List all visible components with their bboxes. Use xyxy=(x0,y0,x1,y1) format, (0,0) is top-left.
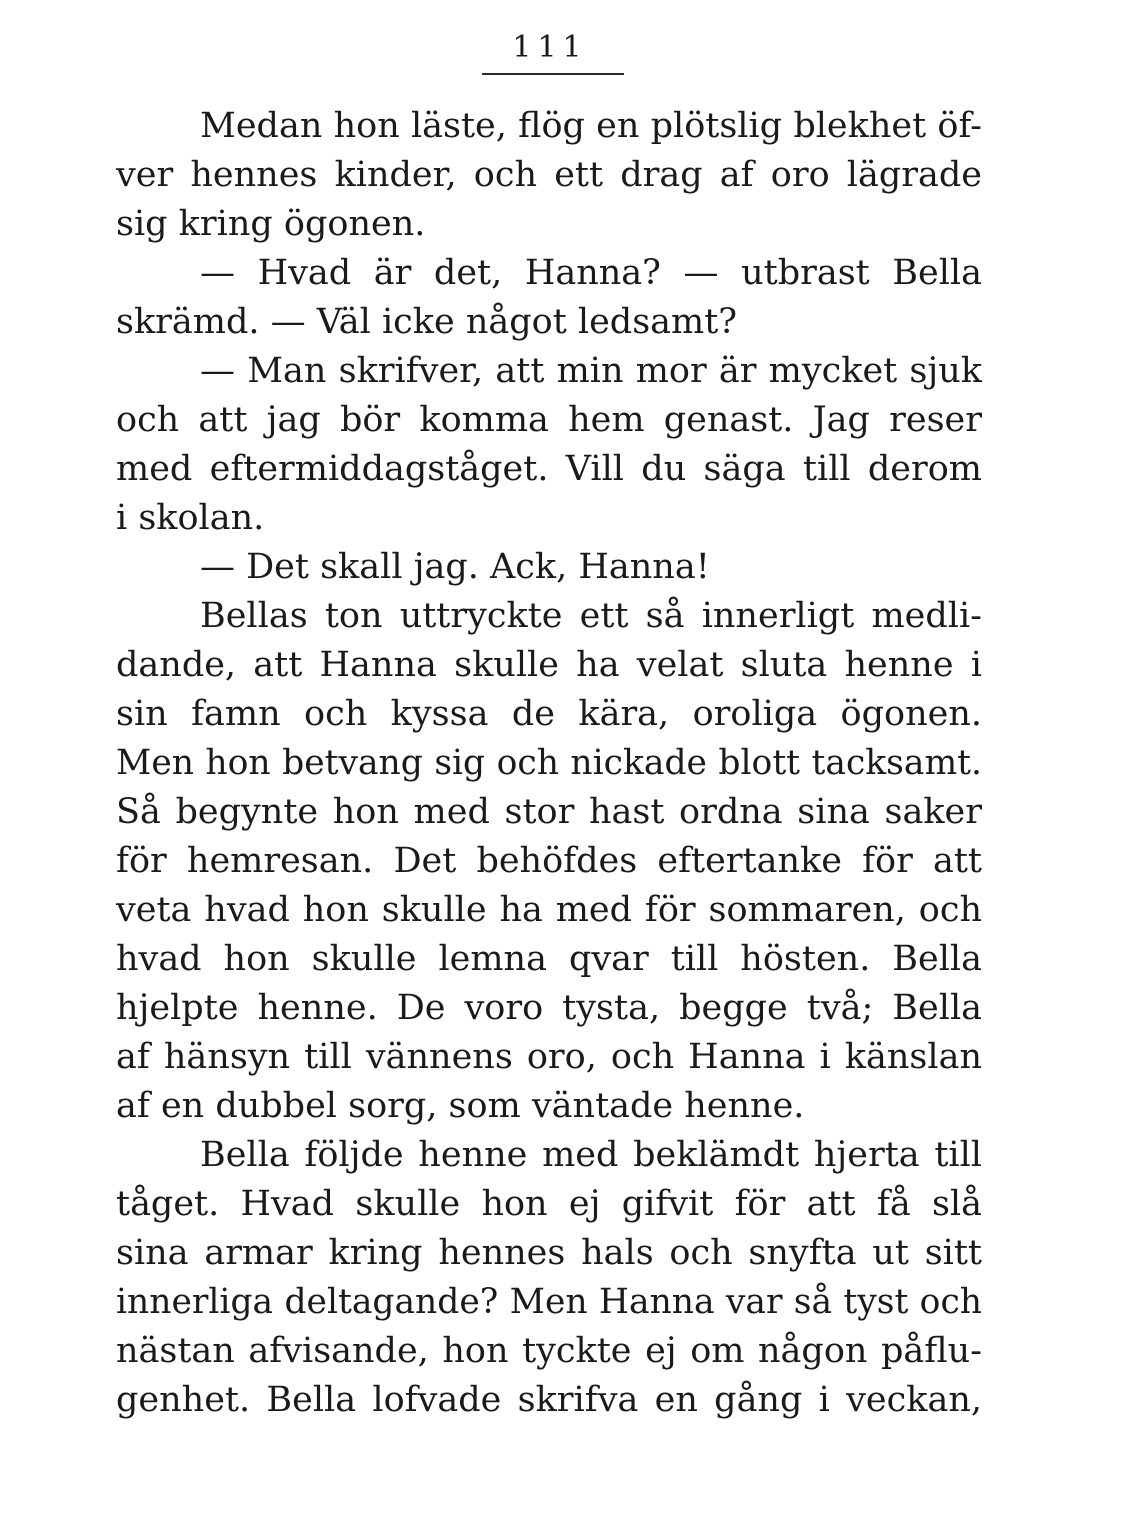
text-line: veta hvad hon skulle ha med för sommaren, och xyxy=(116,890,982,930)
text-line: i skolan. xyxy=(116,498,265,538)
text-line: sin famn och kyssa de kära, oroliga ögonen. xyxy=(116,694,982,734)
page-number: 111 xyxy=(512,30,588,65)
text-line: af en dubbel sorg, som väntade henne. xyxy=(116,1086,805,1126)
text-line: innerliga deltagande? Men Hanna var så tyst och xyxy=(116,1282,982,1322)
text-line: sig kring ögonen. xyxy=(116,204,426,244)
text-line: hvad hon skulle lemna qvar till hösten. Bella xyxy=(116,939,982,979)
text-line: Så begynte hon med stor hast ordna sina saker xyxy=(116,792,982,832)
text-line: ver hennes kinder, och ett drag af oro lägrade xyxy=(116,155,982,195)
text-line: dande, att Hanna skulle ha velat sluta henne i xyxy=(116,645,982,685)
text-line: med eftermiddagståget. Vill du säga till derom xyxy=(116,449,982,489)
text-line: genhet. Bella lofvade skrifva en gång i veckan, xyxy=(116,1380,982,1420)
text-line: hjelpte henne. De voro tysta, begge två; Bella xyxy=(116,988,982,1028)
text-line: och att jag bör komma hem genast. Jag reser xyxy=(116,400,982,440)
text-line: för hemresan. Det behöfdes eftertanke för att xyxy=(116,841,982,881)
text-line: — Det skall jag. Ack, Hanna! xyxy=(200,547,710,587)
text-line: af hänsyn till vännens oro, och Hanna i känslan xyxy=(116,1037,982,1077)
text-line: Medan hon läste, flög en plötslig blekhet öf- xyxy=(200,106,982,146)
text-line: — Hvad är det, Hanna? — utbrast Bella xyxy=(200,253,982,293)
text-line: sina armar kring hennes hals och snyfta ut sitt xyxy=(116,1233,982,1273)
text-line: nästan afvisande, hon tyckte ej om någon påflu- xyxy=(116,1331,982,1371)
body-text xyxy=(116,102,982,1425)
text-line: tåget. Hvad skulle hon ej gifvit för att få slå xyxy=(116,1184,982,1224)
header-rule xyxy=(482,73,624,75)
text-line: — Man skrifver, att min mor är mycket sjuk xyxy=(200,351,982,391)
text-line: skrämd. — Väl icke något ledsamt? xyxy=(116,302,738,342)
text-line: Bella följde henne med beklämdt hjerta till xyxy=(200,1135,982,1175)
text-line: Bellas ton uttryckte ett så innerligt medli- xyxy=(200,596,982,636)
text-line: Men hon betvang sig och nickade blott tacksamt. xyxy=(116,743,982,783)
